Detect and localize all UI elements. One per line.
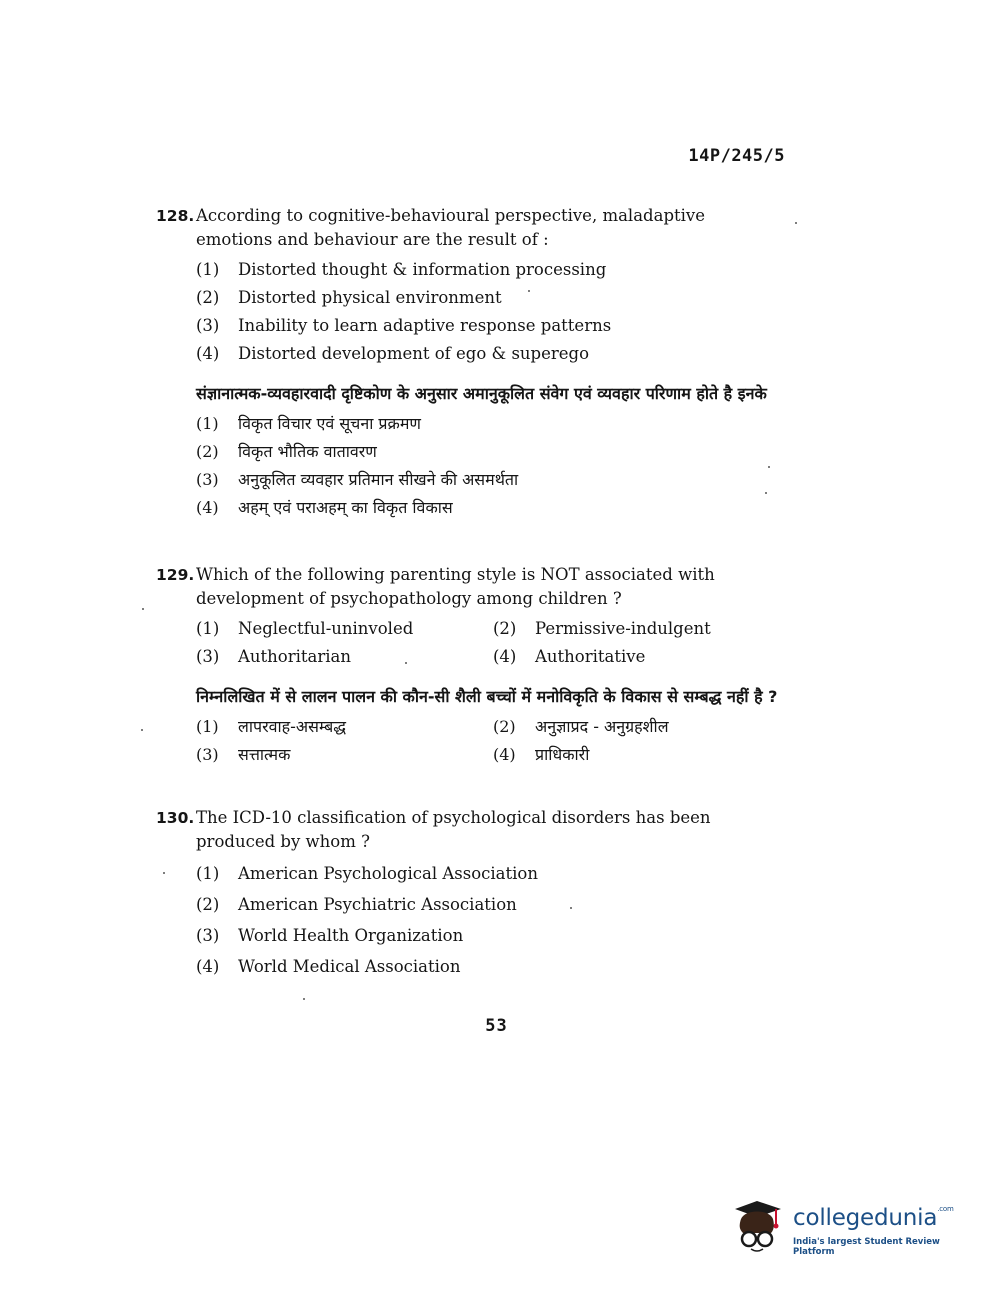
question-130 [156, 806, 786, 982]
option-item: (1) Neglectful-uninvoled [196, 619, 414, 638]
logo-tagline: India's largest Student Review Platform [793, 1237, 940, 1257]
option-item: (3) World Health Organization [196, 925, 464, 945]
option-item: (3) Authoritarian [196, 647, 351, 666]
scan-speck [163, 872, 165, 874]
option-list [196, 256, 786, 368]
logo-domain: .com [937, 1205, 954, 1213]
scan-speck [570, 907, 572, 909]
question-129 [156, 563, 786, 769]
hindi-option-item: (2) विकृत भौतिक वातावरण [196, 442, 377, 461]
question-number: 129. [156, 566, 195, 584]
question-text: The ICD-10 classification of psychological disorders has been produced by whom ? [196, 808, 711, 851]
hindi-question-text: संज्ञानात्मक-व्यवहारवादी दृष्टिकोण के अनुसार अमानुकूलित संवेग एवं व्यवहार परिणाम होते है इनके [196, 384, 767, 403]
scan-speck [768, 466, 770, 468]
question-text: Which of the following parenting style is NOT associated with development of psychopathology among children ? [196, 565, 715, 608]
option-item: (3) Inability to learn adaptive response patterns [196, 316, 612, 335]
hindi-option-item: (4) अहम् एवं पराअहम् का विकृत विकास [196, 498, 453, 517]
scan-speck [765, 492, 767, 494]
hindi-option-item: (4) प्राधिकारी [493, 745, 590, 764]
option-item: (2) Distorted physical environment [196, 288, 502, 307]
question-number: 130. [156, 809, 195, 827]
option-item: (4) World Medical Association [196, 956, 461, 976]
scan-speck [142, 608, 144, 610]
option-item: (2) Permissive-indulgent [493, 619, 711, 638]
option-item: (1) American Psychological Association [196, 863, 538, 883]
collegedunia-logo [735, 1195, 965, 1265]
option-item: (4) Distorted development of ego & superego [196, 344, 590, 363]
hindi-option-grid [196, 713, 786, 769]
hindi-option-list [196, 410, 786, 522]
option-item: (1) Distorted thought & information processing [196, 260, 607, 279]
hindi-option-item: (3) सत्तात्मक [196, 745, 291, 764]
logo-wordmark: collegedunia [793, 1205, 938, 1231]
mascot-icon [735, 1197, 791, 1257]
scan-speck [528, 290, 530, 292]
page-number: 53 [485, 1016, 508, 1036]
scan-speck [795, 222, 797, 224]
hindi-option-item: (3) अनुकूलित व्यवहार प्रतिमान सीखने की असमर्थता [196, 470, 519, 489]
option-item: (2) American Psychiatric Association [196, 894, 517, 914]
option-grid [196, 615, 786, 671]
scan-speck [141, 729, 143, 731]
hindi-option-item: (1) लापरवाह-असम्बद्ध [196, 717, 347, 736]
option-item: (4) Authoritative [493, 647, 646, 666]
question-text: According to cognitive-behavioural perspective, maladaptive emotions and behaviour are the result of : [196, 206, 705, 249]
hindi-question-text: निम्नलिखित में से लालन पालन की कौन-सी शैली बच्चों में मनोविकृति के विकास से सम्बद्ध नहीं है ? [196, 687, 778, 706]
option-list [196, 858, 786, 982]
scan-speck [303, 998, 305, 1000]
question-128 [156, 204, 786, 522]
paper-code: 14P/245/5 [688, 146, 785, 166]
hindi-option-item: (2) अनुज्ञाप्रद - अनुग्रहशील [493, 717, 669, 736]
scan-speck [405, 662, 407, 664]
question-number: 128. [156, 207, 195, 225]
hindi-option-item: (1) विकृत विचार एवं सूचना प्रक्रमण [196, 414, 421, 433]
